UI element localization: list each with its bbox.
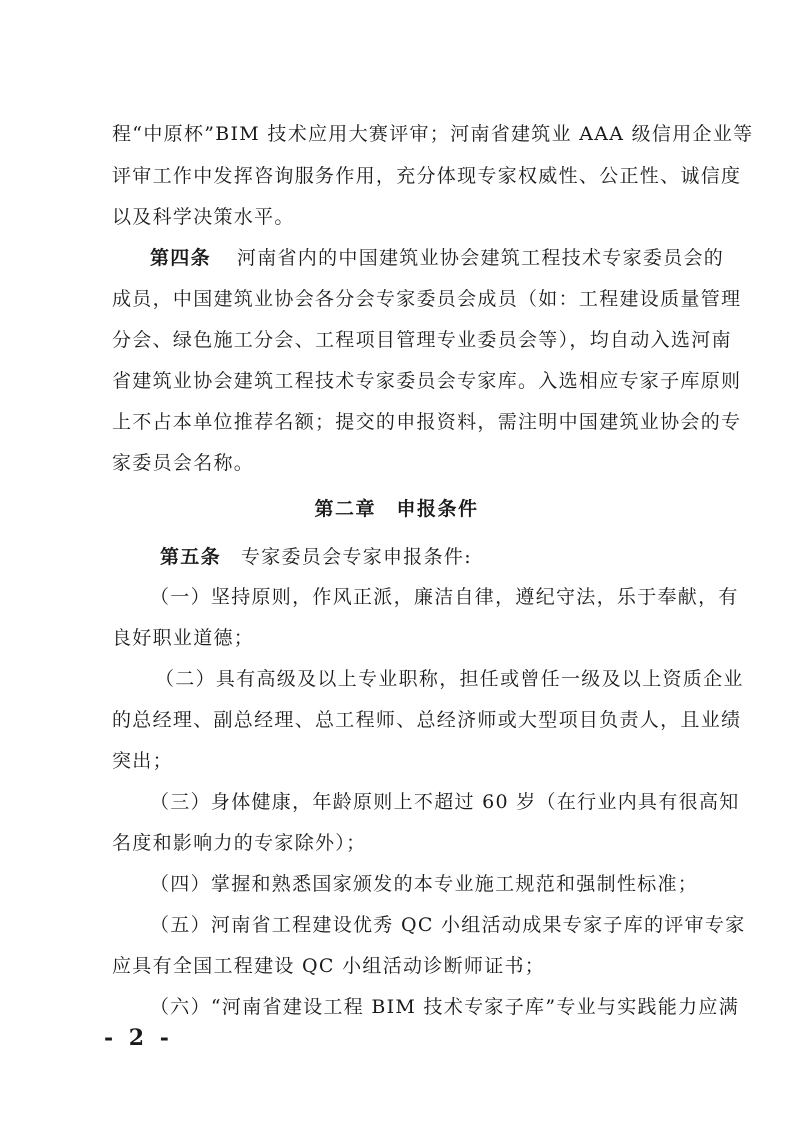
paragraph-line: 省建筑业协会建筑工程技术专家委员会专家库。入选相应专家子库原则 [112, 370, 742, 392]
paragraph-line: （二）具有高级及以上专业职称，担任或曾任一级及以上资质企业 [155, 668, 744, 690]
paragraph-line: （三）身体健康，年龄原则上不超过 60 岁（在行业内具有很高知 [150, 791, 740, 813]
paragraph-line: （五）河南省工程建设优秀 QC 小组活动成果专家子库的评审专家 [150, 914, 746, 936]
paragraph-line: （一）坚持原则，作风正派，廉洁自律，遵纪守法，乐于奉献，有 [150, 586, 739, 608]
paragraph-line: 家委员会名称。 [112, 452, 255, 474]
paragraph-line: 分会、绿色施工分会、工程项目管理专业委员会等），均自动入选河南 [112, 329, 732, 351]
paragraph-line: 评审工作中发挥咨询服务作用，充分体现专家权威性、公正性、诚信度 [112, 165, 742, 187]
paragraph-text: 专家委员会专家申报条件: [240, 546, 472, 568]
page-number: - 2 - [104, 1025, 173, 1051]
paragraph-line: 应具有全国工程建设 QC 小组活动诊断师证书； [112, 955, 546, 977]
article-5-label: 第五条 [160, 546, 221, 568]
paragraph-line: 突出； [112, 750, 173, 772]
paragraph-line: 成员，中国建筑业协会各分会专家委员会成员（如：工程建设质量管理 [112, 288, 742, 310]
article-5-first-line [160, 545, 684, 569]
paragraph-line: 程“中原杯”BIM 技术应用大赛评审；河南省建筑业 AAA 级信用企业等 [112, 123, 754, 145]
paragraph-line: 名度和影响力的专家除外）； [112, 832, 367, 854]
chapter-heading: 第二章 申报条件 [314, 498, 479, 520]
article-4-first-line [150, 246, 725, 270]
paragraph-text: 河南省内的中国建筑业协会建筑工程技术专家委员会的 [236, 247, 725, 269]
article-4-label: 第四条 [150, 247, 211, 269]
paragraph-line: 的总经理、副总经理、总工程师、总经济师或大型项目负责人，且业绩 [112, 709, 742, 731]
paragraph-line: （四）掌握和熟悉国家颁发的本专业施工规范和强制性标准； [150, 873, 699, 895]
paragraph-line: 以及科学决策水平。 [112, 206, 295, 228]
paragraph-line: （六）“河南省建设工程 BIM 技术专家子库”专业与实践能力应满 [150, 996, 740, 1018]
paragraph-line: 上不占本单位推荐名额；提交的申报资料，需注明中国建筑业协会的专 [112, 411, 742, 433]
paragraph-line: 良好职业道德； [112, 627, 255, 649]
